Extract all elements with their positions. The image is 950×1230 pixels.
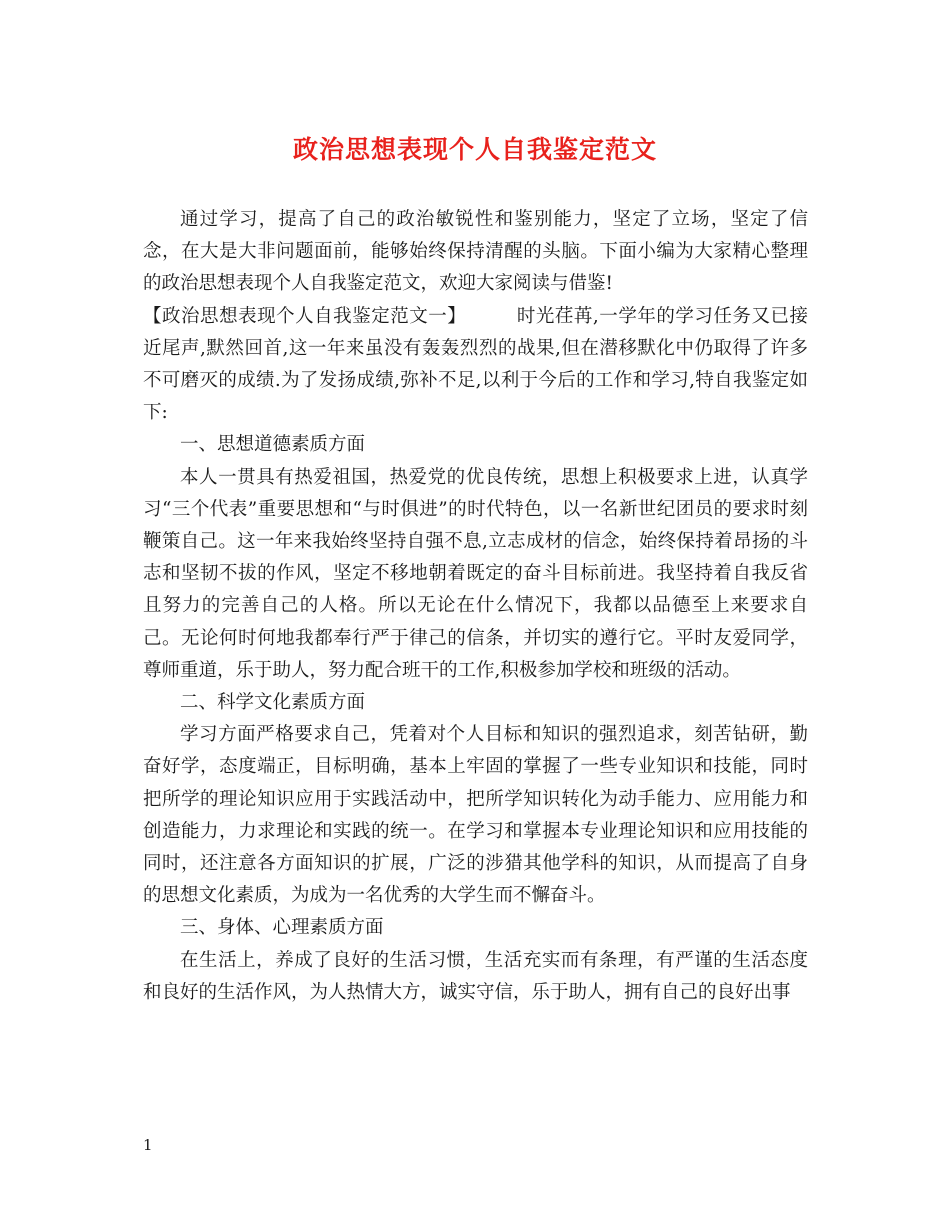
- section-heading: 三、身体、心理素质方面: [180, 917, 384, 939]
- document-body: [143, 204, 808, 1009]
- section-text: 本人一贯具有热爱祖国，热爱党的优良传统，思想上积极要求上进，认真学习“三个代表”重要思想和“与时俱进”的时代特色，以一名新世纪团员的要求时刻鞭策自己。这一年来我始终坚持自强不息,立志成材的信念，始终保持着昂扬的斗志和坚韧不拔的作风，坚定不移地朝着既定的奋斗目标前进。我坚持着自我反省且努力的完善自己的人格。所以无论在什么情况下，我都以品德至上来要求自己。无论何时何地我都奉行严于律己的信条，并切实的遵行它。平时友爱同学，尊师重道，乐于助人，努力配合班干的工作,积极参加学校和班级的活动。: [143, 466, 808, 681]
- section-heading: 一、思想道德素质方面: [180, 434, 366, 456]
- section-text: 在生活上，养成了良好的生活习惯，生活充实而有条理，有严谨的生活态度和良好的生活作风，为人热情大方，诚实守信，乐于助人，拥有自己的良好出事: [143, 949, 808, 1003]
- intro-paragraph: 通过学习，提高了自己的政治敏锐性和鉴别能力，坚定了立场，坚定了信念，在大是大非问题面前，能够始终保持清醒的头脑。下面小编为大家精心整理的政治思想表现个人自我鉴定范文，欢迎大家阅读与借鉴!: [143, 209, 808, 295]
- document-title: 政治思想表现个人自我鉴定范文: [292, 135, 657, 164]
- sample-heading: 【政治思想表现个人自我鉴定范文一】: [143, 305, 467, 327]
- page-number: 1: [143, 1136, 153, 1154]
- sample-paragraph: [143, 301, 808, 430]
- section-text: 学习方面严格要求自己，凭着对个人目标和知识的强烈追求，刻苦钻研，勤奋好学，态度端正，目标明确，基本上牢固的掌握了一些专业知识和技能，同时把所学的理论知识应用于实践活动中，把所学知识转化为动手能力、应用能力和创造能力，力求理论和实践的统一。在学习和掌握本专业理论知识和应用技能的同时，还注意各方面知识的扩展，广泛的涉猎其他学科的知识，从而提高了自身的思想文化素质，为成为一名优秀的大学生而不懈奋斗。: [143, 724, 808, 907]
- sample-opening: 时光荏苒,一学年的学习任务又已接近尾声,默然回首,这一年来虽没有轰轰烈烈的战果,但在潜移默化中仍取得了许多不可磨灭的成绩.为了发扬成绩,弥补不足,以利于今后的工作和学习,特自我鉴定如下:: [143, 305, 808, 424]
- section-heading: 二、科学文化素质方面: [180, 692, 366, 714]
